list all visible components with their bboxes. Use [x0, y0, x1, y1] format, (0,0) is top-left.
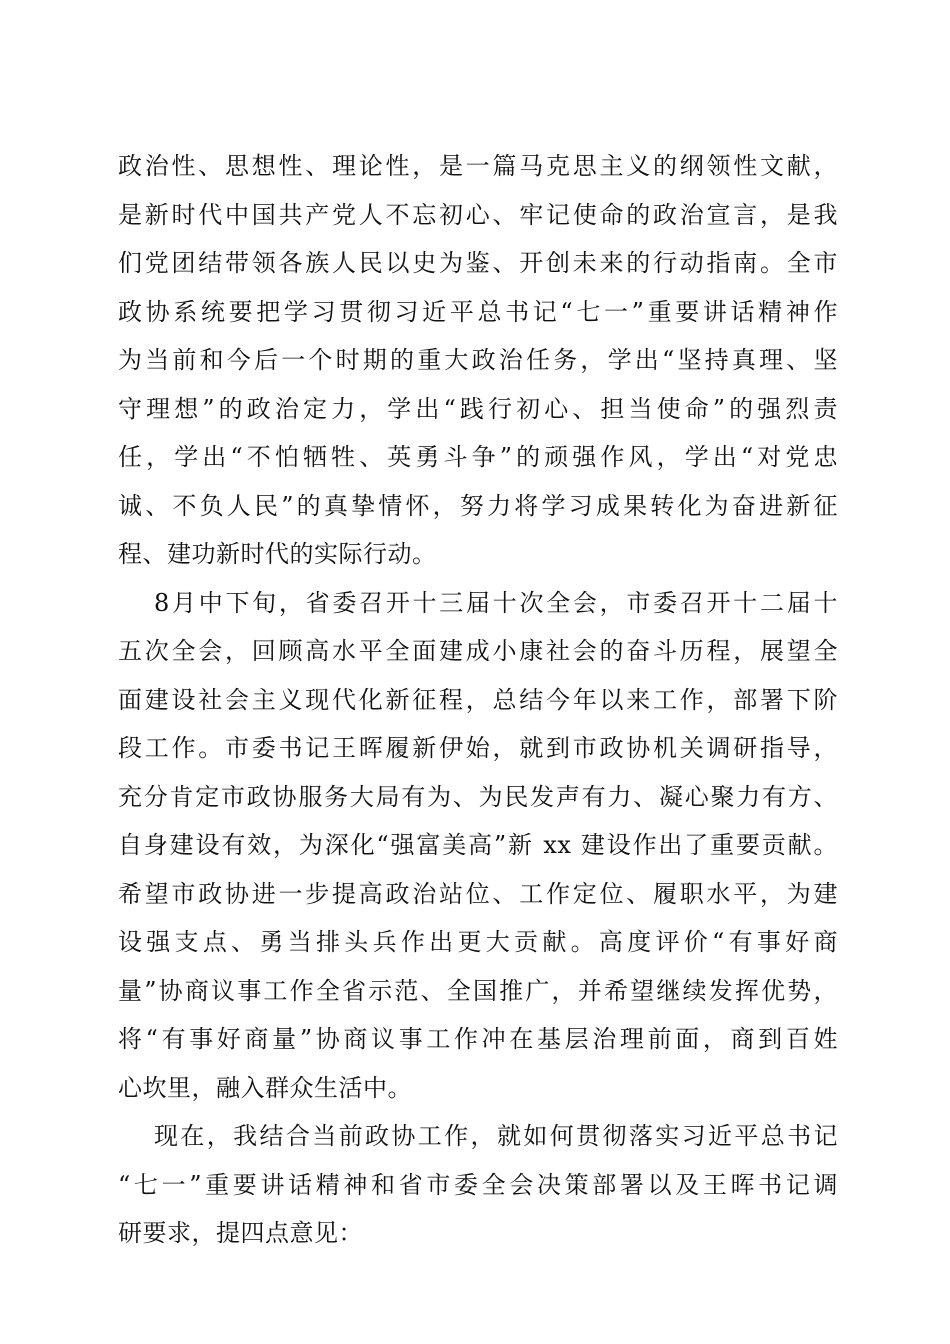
paragraph-line: 设强支点、勇当排头兵作出更大贡献。高度评价“有事好商	[118, 928, 838, 956]
paragraph-line: 为当前和今后一个时期的重大政治任务，学出“坚持真理、坚	[118, 346, 838, 374]
paragraph-line: 程、建功新时代的实际行动。	[118, 540, 437, 568]
paragraph-2	[118, 579, 838, 1113]
paragraph-line: 守理想”的政治定力，学出“践行初心、担当使命”的强烈责	[118, 394, 838, 423]
paragraph-line: 研要求，提四点意见：	[118, 1219, 363, 1247]
paragraph-line: 心坎里，融入群众生活中。	[118, 1073, 412, 1102]
paragraph-line: 将“有事好商量”协商议事工作冲在基层治理前面，商到百姓	[118, 1025, 838, 1053]
paragraph-line: 政协系统要把学习贯彻习近平总书记“七一”重要讲话精神作	[118, 297, 838, 326]
paragraph-line: 政治性、思想性、理论性，是一篇马克思主义的纲领性文献，	[118, 152, 838, 180]
paragraph-line: 8月中下旬，省委召开十三届十次全会，市委召开十二届十	[154, 588, 838, 617]
paragraph-line: 五次全会，回顾高水平全面建成小康社会的奋斗历程，展望全	[118, 637, 838, 665]
paragraph-line: 们党团结带领各族人民以史为鉴、开创未来的行动指南。全市	[118, 249, 838, 277]
paragraph-1	[118, 142, 838, 579]
document-body	[118, 142, 838, 1258]
paragraph-line: “七一”重要讲话精神和省市委全会决策部署以及王晖书记调	[118, 1170, 838, 1199]
paragraph-line: 诚、不负人民”的真挚情怀，努力将学习成果转化为奋进新征	[118, 491, 838, 520]
paragraph-line: 希望市政协进一步提高政治站位、工作定位、履职水平，为建	[118, 879, 838, 908]
paragraph-line: 自身建设有效，为深化“强富美高”新 xx 建设作出了重要贡献。	[118, 831, 838, 859]
paragraph-line: 任，学出“不怕牺牲、英勇斗争”的顽强作风，学出“对党忠	[118, 443, 838, 471]
paragraph-line: 是新时代中国共产党人不忘初心、牢记使命的政治宣言，是我	[118, 200, 838, 229]
paragraph-line: 充分肯定市政协服务大局有为、为民发声有力、凝心聚力有方、	[118, 782, 838, 811]
paragraph-line: 现在，我结合当前政协工作，就如何贯彻落实习近平总书记	[154, 1122, 838, 1150]
paragraph-line: 段工作。市委书记王晖履新伊始，就到市政协机关调研指导，	[118, 734, 838, 762]
paragraph-line: 量”协商议事工作全省示范、全国推广，并希望继续发挥优势，	[118, 976, 838, 1005]
paragraph-3	[118, 1112, 838, 1258]
paragraph-line: 面建设社会主义现代化新征程，总结今年以来工作，部署下阶	[118, 685, 838, 714]
